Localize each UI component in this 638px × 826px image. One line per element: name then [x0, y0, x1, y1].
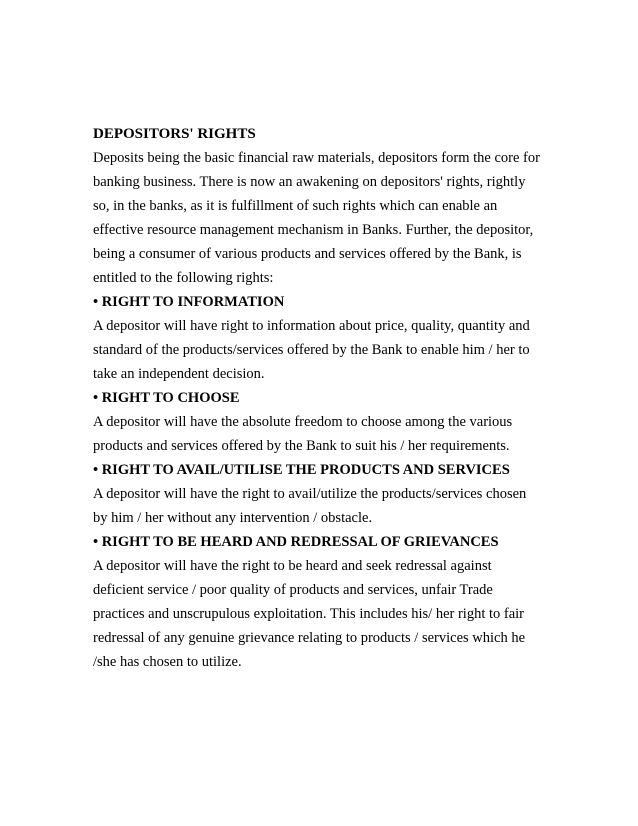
intro-line: banking business. There is now an awakening on depositors' rights, rightly [93, 174, 526, 190]
section-paragraph-right-to-avail [93, 482, 563, 530]
paragraph-line: redressal of any genuine grievance relating to products / services which he [93, 630, 526, 646]
intro-line: being a consumer of various products and services offered by the Bank, is [93, 246, 522, 262]
intro-line: Deposits being the basic financial raw materials, depositors form the core for [93, 150, 540, 166]
paragraph-line: standard of the products/services offered by the Bank to enable him / her to [93, 342, 530, 358]
paragraph-line: by him / her without any intervention / obstacle. [93, 510, 373, 526]
section-heading-right-to-be-heard: • RIGHT TO BE HEARD AND REDRESSAL OF GRIEVANCES [93, 534, 499, 550]
paragraph-line: A depositor will have right to information about price, quality, quantity and [93, 318, 530, 334]
paragraph-line: deficient service / poor quality of products and services, unfair Trade [93, 582, 493, 598]
paragraph-line: A depositor will have the absolute freedom to choose among the various [93, 414, 513, 430]
section-paragraph-right-to-information [93, 314, 563, 386]
paragraph-line: A depositor will have the right to be heard and seek redressal against [93, 558, 492, 574]
section-paragraph-right-to-be-heard [93, 554, 563, 674]
document-body [93, 122, 563, 674]
paragraph-line: practices and unscrupulous exploitation. This includes his/ her right to fair [93, 606, 525, 622]
paragraph-line: /she has chosen to utilize. [93, 654, 242, 670]
section-paragraph-right-to-choose [93, 410, 563, 458]
paragraph-line: A depositor will have the right to avail/utilize the products/services chosen [93, 486, 527, 502]
section-heading-right-to-information: • RIGHT TO INFORMATION [93, 294, 285, 310]
intro-line: so, in the banks, as it is fulfillment of such rights which can enable an [93, 198, 498, 214]
paragraph-line: products and services offered by the Bank to suit his / her requirements. [93, 438, 510, 454]
document-title: DEPOSITORS' RIGHTS [93, 126, 256, 142]
intro-paragraph [93, 146, 563, 290]
section-heading-right-to-choose: • RIGHT TO CHOOSE [93, 390, 240, 406]
intro-line: effective resource management mechanism in Banks. Further, the depositor, [93, 222, 534, 238]
paragraph-line: take an independent decision. [93, 366, 265, 382]
intro-line: entitled to the following rights: [93, 270, 274, 286]
section-heading-right-to-avail: • RIGHT TO AVAIL/UTILISE THE PRODUCTS AND SERVICES [93, 462, 510, 478]
